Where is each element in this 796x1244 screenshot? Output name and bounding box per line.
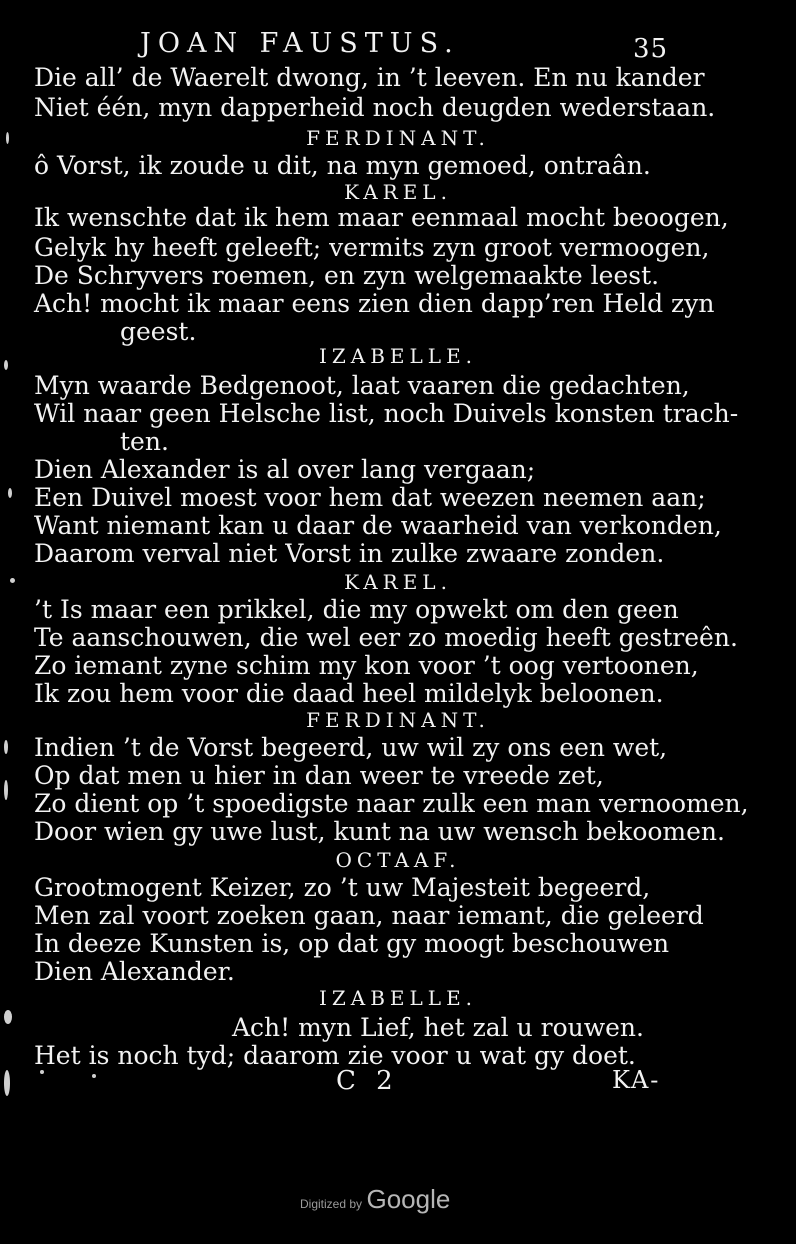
speaker-name: KAREL. bbox=[344, 570, 452, 594]
page-number: 35 bbox=[633, 34, 669, 64]
verse-line: Door wien gy uwe lust, kunt na uw wensch bekoomen. bbox=[34, 817, 725, 846]
margin-speck bbox=[4, 1070, 10, 1096]
verse-line: De Schryvers roemen, en zyn welgemaakte leest. bbox=[34, 261, 660, 290]
verse-line: Het is noch tyd; daarom zie voor u wat gy doet. bbox=[34, 1041, 636, 1070]
verse-line: Myn waarde Bedgenoot, laat vaaren die gedachten, bbox=[34, 371, 690, 400]
verse-line: Op dat men u hier in dan weer te vreede zet, bbox=[34, 761, 604, 790]
verse-line: Ik zou hem voor die daad heel mildelyk beloonen. bbox=[34, 679, 664, 708]
signature-mark: C 2 bbox=[336, 1066, 399, 1096]
verse-line: Te aanschouwen, die wel eer zo moedig heeft gestreên. bbox=[34, 623, 738, 652]
page-header bbox=[0, 28, 796, 68]
verse-line-continuation: ten. bbox=[120, 427, 169, 456]
verse-line: Niet één, myn dapperheid noch deugden wederstaan. bbox=[34, 93, 716, 122]
margin-speck bbox=[92, 1074, 96, 1078]
verse-line-continuation: geest. bbox=[120, 317, 197, 346]
catchword: KA- bbox=[612, 1066, 661, 1094]
speaker-name: KAREL. bbox=[344, 180, 452, 204]
verse-line-indented: Ach! myn Lief, het zal u rouwen. bbox=[232, 1013, 644, 1042]
verse-line: Een Duivel moest voor hem dat weezen neemen aan; bbox=[34, 483, 706, 512]
speaker-name: OCTAAF. bbox=[335, 848, 461, 872]
margin-speck bbox=[4, 360, 8, 370]
verse-line: Indien ’t de Vorst begeerd, uw wil zy ons een wet, bbox=[34, 733, 668, 762]
verse-line: Grootmogent Keizer, zo ’t uw Majesteit begeerd, bbox=[34, 873, 651, 902]
watermark-logo: Google bbox=[366, 1184, 451, 1214]
verse-line: Gelyk hy heeft geleeft; vermits zyn groot vermoogen, bbox=[34, 233, 710, 262]
verse-line: Ik wenschte dat ik hem maar eenmaal mocht beoogen, bbox=[34, 203, 729, 232]
margin-speck bbox=[40, 1070, 44, 1074]
verse-line: ’t Is maar een prikkel, die my opwekt om den geen bbox=[34, 595, 679, 624]
watermark-digitized-by: Digitized by bbox=[300, 1197, 363, 1211]
margin-speck bbox=[8, 488, 12, 498]
speaker-name: IZABELLE. bbox=[318, 344, 478, 368]
margin-speck bbox=[10, 578, 15, 583]
margin-speck bbox=[4, 1010, 12, 1024]
verse-line: Zo iemant zyne schim my kon voor ’t oog vertoonen, bbox=[34, 651, 699, 680]
speaker-name: IZABELLE. bbox=[318, 986, 478, 1010]
margin-speck bbox=[4, 780, 8, 800]
speaker-name: FERDINANT. bbox=[306, 126, 490, 150]
digitization-watermark bbox=[300, 1184, 450, 1215]
verse-line: Wil naar geen Helsche list, noch Duivels konsten trach- bbox=[34, 399, 739, 428]
verse-line: In deeze Kunsten is, op dat gy moogt beschouwen bbox=[34, 929, 670, 958]
speaker-name: FERDINANT. bbox=[306, 708, 490, 732]
verse-line: ô Vorst, ik zoude u dit, na myn gemoed, ontraân. bbox=[34, 151, 651, 180]
verse-line: Daarom verval niet Vorst in zulke zwaare zonden. bbox=[34, 539, 665, 568]
verse-line: Die all’ de Waerelt dwong, in ’t leeven. En nu kander bbox=[34, 63, 705, 92]
verse-line: Ach! mocht ik maar eens zien dien dapp’ren Held zyn bbox=[34, 289, 715, 318]
verse-line: Want niemant kan u daar de waarheid van verkonden, bbox=[34, 511, 722, 540]
verse-line: Dien Alexander. bbox=[34, 957, 235, 986]
verse-line: Zo dient op ’t spoedigste naar zulk een man vernoomen, bbox=[34, 789, 749, 818]
verse-line: Men zal voort zoeken gaan, naar iemant, die geleerd bbox=[34, 901, 704, 930]
margin-speck bbox=[6, 132, 9, 144]
margin-speck bbox=[4, 740, 8, 754]
running-title: JOAN FAUSTUS. bbox=[140, 28, 460, 59]
verse-line: Dien Alexander is al over lang vergaan; bbox=[34, 455, 536, 484]
